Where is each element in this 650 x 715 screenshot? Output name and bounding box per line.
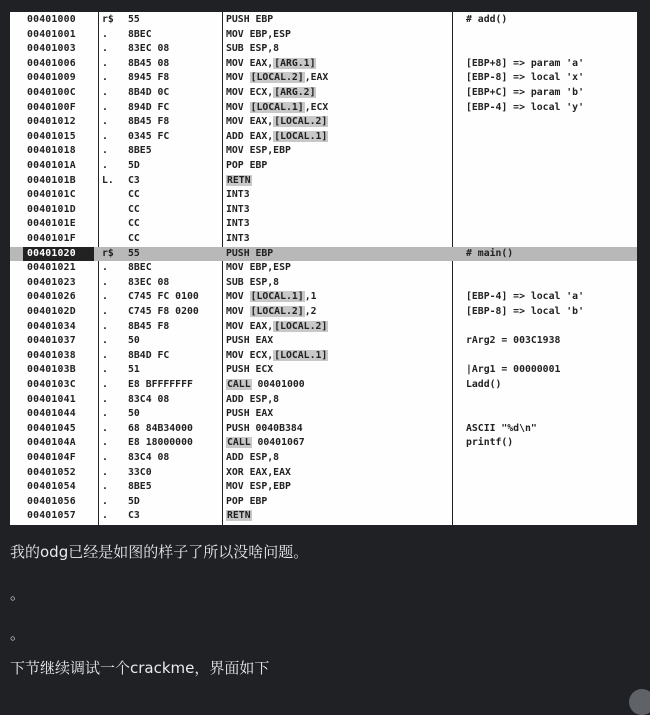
address-cell: 0040101B bbox=[27, 174, 76, 186]
address-cell: 00401037 bbox=[27, 335, 76, 347]
disasm-row[interactable] bbox=[10, 363, 637, 378]
hex-bytes-cell: 8B4D 0C bbox=[128, 87, 170, 98]
disasm-row[interactable] bbox=[10, 28, 637, 43]
hex-bytes-cell: C3 bbox=[128, 510, 140, 522]
post-text-line-3: 。 bbox=[10, 625, 26, 643]
disassembly-cell bbox=[226, 422, 466, 437]
address-cell: 0040101F bbox=[27, 233, 76, 244]
address-cell: 0040101D bbox=[27, 203, 76, 215]
bracket-marker: r$ bbox=[102, 14, 114, 25]
instruction-text: MOV ECX, bbox=[226, 349, 274, 361]
bracket-marker: . bbox=[102, 510, 108, 522]
operand-highlight: RETN bbox=[227, 174, 251, 186]
disassembly-cell bbox=[226, 436, 466, 451]
instruction-text: PUSH EAX bbox=[226, 335, 274, 347]
address-cell: 00401038 bbox=[27, 349, 76, 361]
bracket-marker: . bbox=[102, 276, 108, 288]
hex-bytes-cell: C745 FC 0100 bbox=[128, 291, 199, 303]
bracket-marker: . bbox=[102, 422, 108, 434]
bracket-marker: . bbox=[102, 452, 108, 463]
disassembly-cell bbox=[226, 57, 466, 72]
disassembly-cell bbox=[226, 101, 466, 116]
disasm-row[interactable] bbox=[10, 115, 637, 130]
disassembly-cell bbox=[226, 144, 466, 159]
bracket-marker: . bbox=[102, 43, 108, 55]
hex-bytes-cell: 51 bbox=[128, 364, 140, 376]
hex-bytes-cell: CC bbox=[128, 233, 140, 244]
comment-cell: [EBP+8] => param 'a' bbox=[466, 57, 584, 69]
bracket-marker: . bbox=[102, 466, 108, 478]
operand-highlight: [LOCAL.1] bbox=[250, 101, 304, 113]
hex-bytes-cell: 5D bbox=[128, 495, 140, 507]
disassembly-cell bbox=[226, 203, 466, 218]
address-cell: 00401044 bbox=[27, 408, 76, 420]
hex-bytes-cell: 33C0 bbox=[128, 466, 152, 478]
hex-bytes-cell: 50 bbox=[128, 335, 140, 347]
address-cell: 00401020 bbox=[23, 247, 94, 262]
disasm-row[interactable] bbox=[10, 203, 637, 218]
hex-bytes-cell: 0345 FC bbox=[128, 130, 170, 142]
hex-bytes-cell: 50 bbox=[128, 408, 140, 420]
instruction-text: PUSH EBP bbox=[226, 247, 274, 259]
disassembly-cell bbox=[226, 115, 466, 130]
hex-bytes-cell: 5D bbox=[128, 160, 140, 171]
disasm-row[interactable] bbox=[10, 480, 637, 495]
comment-cell: [EBP-4] => local 'y' bbox=[466, 101, 584, 113]
hex-bytes-cell: 83EC 08 bbox=[128, 43, 170, 55]
instruction-text: MOV bbox=[226, 101, 250, 113]
bracket-marker: . bbox=[102, 306, 108, 317]
bracket-marker: . bbox=[102, 116, 108, 128]
post-text-line-2: 。 bbox=[10, 585, 26, 603]
address-cell: 00401041 bbox=[27, 393, 76, 405]
bracket-marker: . bbox=[102, 160, 108, 171]
instruction-text: MOV EBP,ESP bbox=[226, 28, 291, 40]
disassembly-cell bbox=[226, 393, 466, 408]
disasm-row[interactable] bbox=[10, 71, 637, 86]
scroll-to-top-button[interactable] bbox=[629, 689, 650, 715]
hex-bytes-cell: 8BEC bbox=[128, 28, 152, 40]
disassembly-cell bbox=[226, 247, 466, 262]
disassembly-cell bbox=[226, 232, 466, 247]
address-cell: 0040102D bbox=[27, 306, 76, 317]
comment-cell: [EBP-8] => local 'b' bbox=[466, 306, 584, 317]
disasm-row[interactable] bbox=[10, 320, 637, 335]
bracket-marker: . bbox=[102, 28, 108, 40]
disassembly-cell bbox=[226, 378, 466, 393]
hex-bytes-cell: 8BE5 bbox=[128, 145, 152, 157]
instruction-text: PUSH EAX bbox=[226, 408, 274, 420]
disasm-row[interactable] bbox=[10, 261, 637, 276]
disassembly-cell bbox=[226, 130, 466, 145]
disasm-row[interactable] bbox=[10, 378, 637, 393]
disassembly-cell bbox=[226, 509, 466, 524]
disassembly-cell bbox=[226, 86, 466, 101]
address-cell: 00401015 bbox=[27, 130, 76, 142]
comment-cell: [EBP+C] => param 'b' bbox=[466, 87, 584, 98]
instruction-text: MOV ESP,EBP bbox=[226, 481, 291, 493]
disassembly-cell bbox=[226, 290, 466, 305]
bracket-marker: L. bbox=[102, 174, 114, 186]
disassembly-cell bbox=[226, 363, 466, 378]
address-cell: 00401021 bbox=[27, 262, 76, 274]
operand-highlight: [LOCAL.1] bbox=[250, 291, 304, 303]
disassembly-cell bbox=[226, 451, 466, 466]
disasm-row[interactable] bbox=[10, 144, 637, 159]
hex-bytes-cell: 83C4 08 bbox=[128, 452, 170, 463]
comment-cell: # add() bbox=[466, 14, 508, 25]
disasm-row[interactable] bbox=[10, 101, 637, 116]
hex-bytes-cell: E8 18000000 bbox=[128, 437, 193, 449]
post-text-line-4: 下节继续调试一个crackme，界面如下 bbox=[10, 659, 270, 677]
instruction-text: MOV bbox=[226, 72, 250, 84]
post-text-line-1: 我的odg已经是如图的样子了所以没啥问题。 bbox=[10, 543, 309, 561]
operand-highlight: [LOCAL.1] bbox=[274, 130, 328, 142]
address-cell: 0040100C bbox=[27, 87, 76, 98]
comment-cell: [EBP-8] => local 'x' bbox=[466, 72, 584, 84]
disassembly-cell bbox=[226, 276, 466, 291]
address-cell: 0040104F bbox=[27, 452, 76, 463]
disasm-row[interactable] bbox=[10, 57, 637, 72]
disasm-row[interactable] bbox=[10, 349, 637, 364]
instruction-text: PUSH 0040B384 bbox=[226, 422, 303, 434]
disassembly-screenshot bbox=[10, 12, 637, 525]
bracket-marker: . bbox=[102, 145, 108, 157]
instruction-text: SUB ESP,8 bbox=[226, 276, 280, 288]
instruction-text: PUSH ECX bbox=[226, 364, 274, 376]
disassembly-cell bbox=[226, 174, 466, 189]
address-cell: 0040103C bbox=[27, 379, 76, 390]
bracket-marker: . bbox=[102, 408, 108, 420]
instruction-text: INT3 bbox=[226, 218, 250, 230]
disassembly-cell bbox=[226, 305, 466, 320]
disasm-row[interactable] bbox=[10, 495, 637, 510]
comment-cell: |Arg1 = 00000001 bbox=[466, 364, 561, 376]
bracket-marker: . bbox=[102, 481, 108, 493]
disasm-row[interactable] bbox=[10, 451, 637, 466]
address-cell: 00401052 bbox=[27, 466, 76, 478]
disasm-row[interactable] bbox=[10, 276, 637, 291]
disassembly-cell bbox=[226, 261, 466, 276]
instruction-text: XOR EAX,EAX bbox=[226, 466, 291, 478]
disasm-row[interactable] bbox=[10, 232, 637, 247]
operand-highlight: RETN bbox=[227, 510, 251, 522]
instruction-text: ADD EAX, bbox=[226, 130, 274, 142]
address-cell: 00401000 bbox=[27, 14, 76, 25]
disasm-row[interactable] bbox=[10, 436, 637, 451]
address-cell: 00401006 bbox=[27, 57, 76, 69]
disasm-row[interactable] bbox=[10, 174, 637, 189]
hex-bytes-cell: 83C4 08 bbox=[128, 393, 170, 405]
hex-bytes-cell: E8 BFFFFFFF bbox=[128, 379, 193, 390]
hex-bytes-cell: 8B4D FC bbox=[128, 349, 170, 361]
address-cell: 0040103B bbox=[27, 364, 76, 376]
disassembly-cell bbox=[226, 217, 466, 232]
operand-highlight: [LOCAL.2] bbox=[274, 116, 328, 128]
instruction-text: ADD ESP,8 bbox=[226, 393, 280, 405]
address-cell: 00401018 bbox=[27, 145, 76, 157]
disassembly-cell bbox=[226, 349, 466, 364]
operand-highlight: [LOCAL.2] bbox=[274, 320, 328, 332]
disassembly-cell bbox=[226, 495, 466, 510]
bracket-marker: . bbox=[102, 349, 108, 361]
bracket-marker: r$ bbox=[102, 247, 114, 259]
disasm-row[interactable] bbox=[10, 247, 637, 262]
bracket-marker: . bbox=[102, 101, 108, 113]
operand-highlight: [LOCAL.2] bbox=[250, 72, 304, 84]
instruction-text: PUSH EBP bbox=[226, 14, 274, 25]
disassembly-cell bbox=[226, 42, 466, 57]
instruction-text: MOV ESP,EBP bbox=[226, 145, 291, 157]
bracket-marker: . bbox=[102, 320, 108, 332]
disasm-row[interactable] bbox=[10, 42, 637, 57]
instruction-text: MOV EAX, bbox=[226, 116, 274, 128]
hex-bytes-cell: 8B45 F8 bbox=[128, 320, 170, 332]
disassembly-cell bbox=[226, 480, 466, 495]
disassembly-cell bbox=[226, 188, 466, 203]
instruction-text: MOV EAX, bbox=[226, 320, 274, 332]
disasm-row[interactable] bbox=[10, 509, 637, 524]
hex-bytes-cell: 8B45 08 bbox=[128, 57, 170, 69]
operand-highlight: [LOCAL.2] bbox=[250, 306, 304, 317]
hex-bytes-cell: CC bbox=[128, 189, 140, 201]
hex-bytes-cell: 55 bbox=[128, 14, 140, 25]
hex-bytes-cell: 894D FC bbox=[128, 101, 170, 113]
disasm-row[interactable] bbox=[10, 305, 637, 320]
operand-highlight: [ARG.1] bbox=[274, 57, 316, 69]
hex-bytes-cell: 8945 F8 bbox=[128, 72, 170, 84]
hex-bytes-cell: 55 bbox=[128, 247, 140, 259]
disasm-row[interactable] bbox=[10, 217, 637, 232]
disasm-row[interactable] bbox=[10, 130, 637, 145]
instruction-text: MOV EBP,ESP bbox=[226, 262, 291, 274]
bracket-marker: . bbox=[102, 130, 108, 142]
operand-highlight: CALL bbox=[227, 437, 251, 449]
operand-highlight: CALL bbox=[227, 379, 251, 390]
address-cell: 00401001 bbox=[27, 28, 76, 40]
disassembly-cell bbox=[226, 466, 466, 481]
operand-tail: ,1 bbox=[304, 291, 317, 303]
bracket-marker: . bbox=[102, 364, 108, 376]
address-cell: 0040101C bbox=[27, 189, 76, 201]
address-cell: 00401045 bbox=[27, 422, 76, 434]
disasm-row[interactable] bbox=[10, 159, 637, 174]
operand-tail: 00401067 bbox=[251, 437, 305, 449]
bracket-marker: . bbox=[102, 262, 108, 274]
disasm-row[interactable] bbox=[10, 13, 637, 28]
instruction-text: POP EBP bbox=[226, 495, 268, 507]
address-cell: 00401026 bbox=[27, 291, 76, 303]
operand-tail: 00401000 bbox=[251, 379, 305, 390]
comment-cell: ASCII "%d\n" bbox=[466, 422, 537, 434]
address-cell: 0040100F bbox=[27, 101, 76, 113]
bracket-marker: . bbox=[102, 379, 108, 390]
hex-bytes-cell: 8B45 F8 bbox=[128, 116, 170, 128]
disassembly-cell bbox=[226, 334, 466, 349]
hex-bytes-cell: C745 F8 0200 bbox=[128, 306, 199, 317]
operand-tail: ,2 bbox=[304, 306, 317, 317]
disassembly-cell bbox=[226, 407, 466, 422]
instruction-text: POP EBP bbox=[226, 160, 268, 171]
bracket-marker: . bbox=[102, 291, 108, 303]
disassembly-cell bbox=[226, 13, 466, 28]
bracket-marker: . bbox=[102, 87, 108, 98]
bracket-marker: . bbox=[102, 495, 108, 507]
disasm-row[interactable] bbox=[10, 393, 637, 408]
bracket-marker: . bbox=[102, 57, 108, 69]
disasm-row[interactable] bbox=[10, 290, 637, 305]
hex-bytes-cell: 83EC 08 bbox=[128, 276, 170, 288]
address-cell: 00401054 bbox=[27, 481, 76, 493]
comment-cell: Ladd() bbox=[466, 379, 502, 390]
hex-bytes-cell: 8BEC bbox=[128, 262, 152, 274]
operand-tail: ,ECX bbox=[304, 101, 329, 113]
instruction-text: MOV ECX, bbox=[226, 87, 274, 98]
comment-cell: rArg2 = 003C1938 bbox=[466, 335, 561, 347]
disasm-row[interactable] bbox=[10, 188, 637, 203]
disasm-row[interactable] bbox=[10, 422, 637, 437]
disasm-row[interactable] bbox=[10, 407, 637, 422]
disasm-row[interactable] bbox=[10, 86, 637, 101]
instruction-text: ADD ESP,8 bbox=[226, 452, 280, 463]
bracket-marker: . bbox=[102, 437, 108, 449]
address-cell: 00401023 bbox=[27, 276, 76, 288]
bracket-marker: . bbox=[102, 335, 108, 347]
instruction-text: MOV EAX, bbox=[226, 57, 274, 69]
address-cell: 00401057 bbox=[27, 510, 76, 522]
address-cell: 00401003 bbox=[27, 43, 76, 55]
bracket-marker: . bbox=[102, 393, 108, 405]
instruction-text: INT3 bbox=[226, 233, 250, 244]
disassembly-cell bbox=[226, 71, 466, 86]
address-cell: 00401056 bbox=[27, 495, 76, 507]
hex-bytes-cell: C3 bbox=[128, 174, 140, 186]
operand-highlight: [ARG.2] bbox=[274, 87, 316, 98]
comment-cell: [EBP-4] => local 'a' bbox=[466, 291, 584, 303]
address-cell: 00401034 bbox=[27, 320, 76, 332]
instruction-text: INT3 bbox=[226, 189, 250, 201]
instruction-text: MOV bbox=[226, 291, 250, 303]
hex-bytes-cell: CC bbox=[128, 203, 140, 215]
hex-bytes-cell: 8BE5 bbox=[128, 481, 152, 493]
instruction-text: SUB ESP,8 bbox=[226, 43, 280, 55]
hex-bytes-cell: 68 84B34000 bbox=[128, 422, 193, 434]
disassembly-cell bbox=[226, 159, 466, 174]
disasm-row[interactable] bbox=[10, 466, 637, 481]
disassembly-cell bbox=[226, 28, 466, 43]
address-cell: 00401012 bbox=[27, 116, 76, 128]
operand-tail: ,EAX bbox=[304, 72, 329, 84]
comment-cell: # main() bbox=[466, 247, 514, 259]
address-cell: 0040101E bbox=[27, 218, 76, 230]
disasm-row[interactable] bbox=[10, 334, 637, 349]
operand-highlight: [LOCAL.1] bbox=[274, 349, 328, 361]
address-cell: 0040101A bbox=[27, 160, 76, 171]
address-cell: 00401009 bbox=[27, 72, 76, 84]
disassembly-cell bbox=[226, 320, 466, 335]
hex-bytes-cell: CC bbox=[128, 218, 140, 230]
instruction-text: INT3 bbox=[226, 203, 250, 215]
comment-cell: printf() bbox=[466, 437, 514, 449]
address-cell: 0040104A bbox=[27, 437, 76, 449]
bracket-marker: . bbox=[102, 72, 108, 84]
instruction-text: MOV bbox=[226, 306, 250, 317]
